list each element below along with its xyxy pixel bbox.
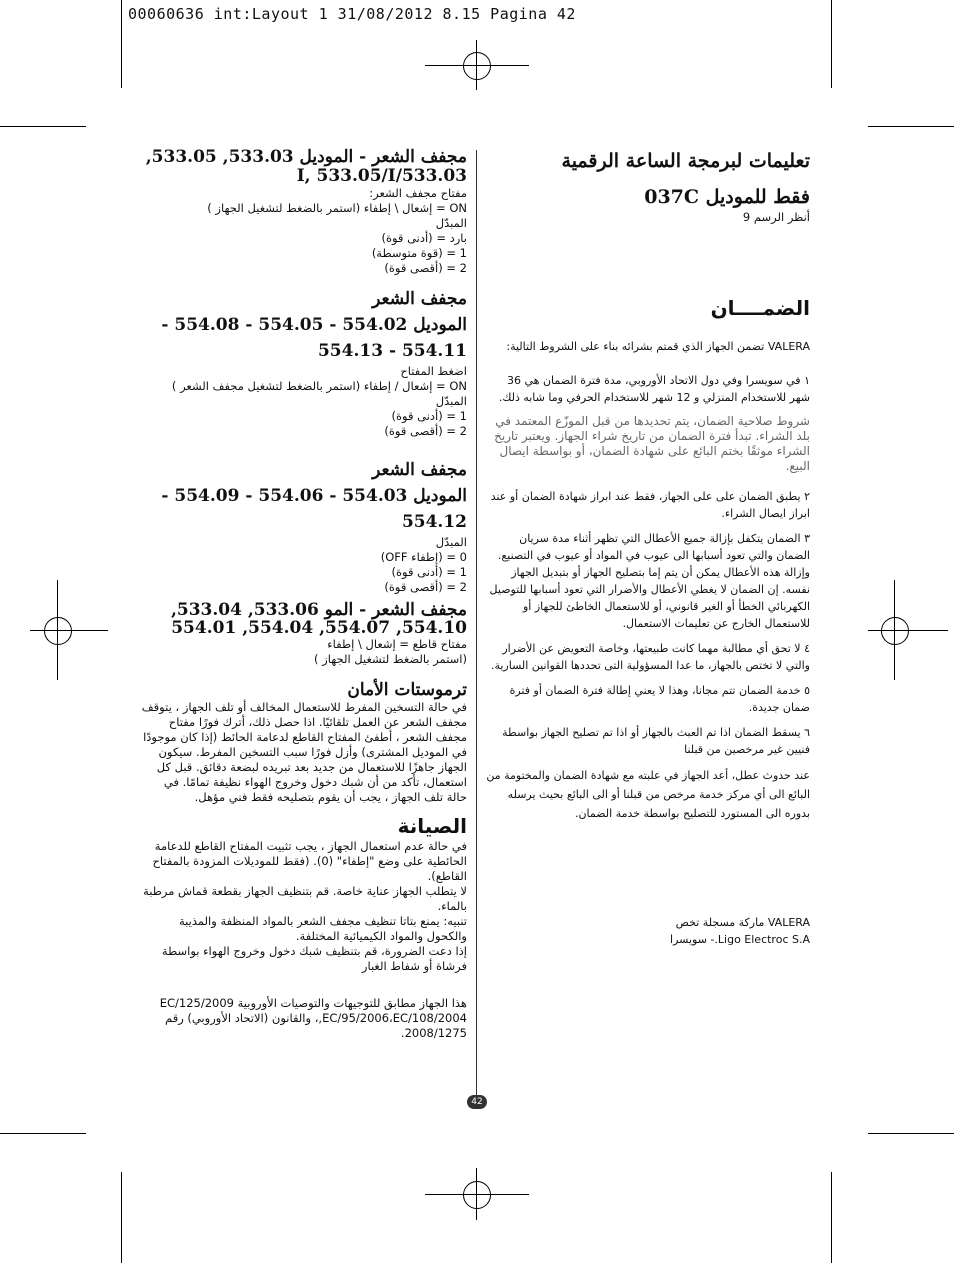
list-item: ٤ لا تحق أي مطالبة مهما كانت طبيعتها، وخاصة التعويض عن الأضرار والتي لا تختص بالجهاز، ما عدا المسؤولية التى تحددها القوانين السارية. (490, 642, 810, 672)
line: لا يتطلب الجهاز عناية خاصة. قم بتنظيف الجهاز بقطعة قماش مرطبة بالماء. (143, 884, 467, 913)
line: 2 = (أقصى قوة) (384, 261, 467, 275)
list-item: ٢ يطبق الضمان على على الجهاز، فقط عند ابراز شهادة الضمان أو عند ابراز ايصال الشراء. (490, 490, 810, 520)
line: مفتاح قاطع = إشعال \ إطفاء (327, 637, 467, 651)
line: 2 = (أقصى قوة) (384, 424, 467, 438)
brand-company: Ligo Electroc S.A.- سويسرا (670, 933, 810, 946)
section-title-554a-models: الموديل 554.02 - 554.05 - 554.08 - (161, 315, 467, 335)
line: المبدّل (435, 535, 467, 549)
section-title-554b-models: الموديل 554.03 - 554.06 - 554.09 - (161, 486, 467, 506)
clock-title: تعليمات لبرمجة الساعة الرقمية (561, 150, 810, 172)
thermostat-text: في حالة التسخين المفرط للاستعمال المخالف أو تلف الجهاز ، يتوقف مجفف الشعر عن العمل تلقائيًا. اذا حصل ذلك، أترك فورًا مفتاح مجفف الشعر ، أطفئ المفتاح القاطع لدعامة الحائط (إذا كان موجودًا في الموديل المشترى) وأزل فورًا سبب التسخين المفرط. سيكون الجهاز جاهزًا للاستعمال من جديد بعد تبريده لبضعة دقائق. قبل كل استعمال، تأكد من أن شبك دخول وخروج الهواء نظيفة تمامًا. في حالة تلف الجهاز ، يجب أن يقوم بتصليحه فقط فني مؤهل. (141, 700, 467, 804)
line: 1 = (أدنى قوة) (391, 565, 467, 579)
section-533-lines (140, 186, 467, 276)
line: المبدّل (435, 394, 467, 408)
line: المبدّل (435, 216, 467, 230)
warranty-title: الضمــــان (710, 296, 810, 320)
line: تنبيه: يمنع بتاتا تنظيف مجفف الشعر بالمواد المنظفة والمذيبة والكحول والمواد الكيميائية المختلفة. (179, 914, 467, 943)
column-divider (476, 150, 477, 1100)
page-number: 42 (467, 1095, 487, 1109)
print-slug: 00060636 int:Layout 1 31/08/2012 8.15 Pagina 42 (128, 5, 576, 23)
line: إذا دعت الضرورة، قم بتنظيف شبك دخول وخروج الهواء بواسطة فرشاة أو شفاط الغبار (161, 944, 467, 973)
list-item: ١ في سويسرا وفي دول الاتحاد الأوروبي، مدة فترة الضمان هي 36 شهر للاستخدام المنزلي و 12 شهر للاستخدام الحرفي وما شابه ذلك. (498, 374, 810, 404)
section-title-554a-models2: 554.11 - 554.13 (317, 341, 467, 361)
line: 0 = (إطفاء OFF) (380, 550, 467, 564)
warranty-list (486, 372, 810, 758)
warranty-intro: VALERA تضمن الجهاز الذي قمتم بشرائه بناء على الشروط التالية: (506, 340, 810, 353)
maintenance-title: الصيانة (397, 814, 467, 838)
list-item: شروط صلاحية الضمان، يتم تحديدها من قبل الموزّع المعتمد في بلد الشراء. تبدأ فترة الضمان من تاريخ شراء الجهاز. ويعتبر تاريخ الشراء موثقًا بختم البائع على شهادة الضمان، أو بواسطة ايصال البيع. (494, 414, 810, 473)
line: ON = إشعال / إطفاء (استمر بالضغط لتشغيل مجفف الشعر ) (171, 379, 467, 393)
section-title-554b-models2: 554.12 (401, 512, 467, 532)
section-mixed-lines (140, 637, 467, 667)
left-column (140, 148, 467, 1041)
line: 1 = (أدنى قوة) (391, 409, 467, 423)
section-title-554a: مجفف الشعر (372, 289, 467, 309)
section-title-554b: مجفف الشعر (372, 460, 467, 480)
section-title-mixed: مجفف الشعر - المو 533.06, 533.04, 554.10, 554.07, 554.04, 554.01 (170, 600, 467, 638)
section-554a-lines (140, 364, 467, 439)
warranty-closing: عند حدوث عطل، أعد الجهاز في علبته مع شهادة الضمان والمختومة من البائع الى أي مركز خدمة مرخص من قبلنا أو الى البائع بحيث يرسله بدوره الى المستورد للتصليح بواسطة خدمة الضمان. (486, 769, 810, 820)
line: اضغط المفتاح (400, 364, 467, 378)
clock-model: فقط للموديل 037C (644, 186, 810, 208)
line: ON = إشعال \ إطفاء (استمر بالضغط لتشغيل الجهاز ) (207, 201, 467, 215)
list-item: ٣ الضمان يتكفل بإزالة جميع الأعطال التي تظهر أثناء مدة سريان الضمان والتي تعود أسبابها الى عيوب في المواد أو عيوب في التصنيع. وإزالة هذه الأعطال يمكن أن يتم إما بتصليح الجهاز أو بتبديل الجهاز نفسه. إن الضمان لا يغطي الأعطال والأضرار التي تعود أسبابها للتوصيل الكهربائي الخطأ أو الغير قانوني، أو للاستعمال الخاطئ للجهاز أو للاستعمال الخارج عن تعليمات الاستعمال. (489, 532, 810, 630)
thermostat-title: ترموستات الأمان (347, 680, 467, 700)
brand-line: VALERA ماركة مسجلة تخص (675, 916, 810, 929)
see-figure: أنظر الرسم 9 (742, 210, 810, 224)
compliance-text: هذا الجهاز مطابق للتوجيهات والتوصيات الأوروبية EC/125/2009 ,EC/95/2006،EC/108/2004، والقانون (الاتحاد الأوروبي) رقم 2008/1275. (159, 996, 467, 1040)
maintenance-lines (140, 839, 467, 974)
line: 2 = (أقصى قوة) (384, 580, 467, 594)
list-item: ٥ خدمة الضمان تتم مجانا، وهذا لا يعني إطالة فترة الضمان أو فترة ضمان جديدة. (509, 684, 810, 714)
list-item: ٦ يسقط الضمان اذا تم العبث بالجهاز أو اذا تم تصليح الجهاز بواسطة فنيين غير مرخصين من قبلنا (502, 726, 810, 756)
line: بارد = (أدنى قوة) (381, 231, 467, 245)
right-column (486, 148, 810, 947)
line: 1 = (قوة متوسطة) (371, 246, 467, 260)
line: (استمر بالضغط لتشغيل الجهاز ) (314, 652, 467, 666)
line: في حالة عدم استعمال الجهاز ، يجب تثبيت المفتاح القاطع للدعامة الحائطية على وضع "إطفاء" (0). (فقط للموديلات المزودة بالمفتاح القاطع). (152, 839, 467, 883)
line: مفتاح مجفف الشعر: (369, 186, 467, 200)
section-554b-lines (140, 535, 467, 595)
section-title-533: مجفف الشعر - الموديل 533.03, 533.05, 533.03/I, 533.05/I (145, 147, 467, 186)
